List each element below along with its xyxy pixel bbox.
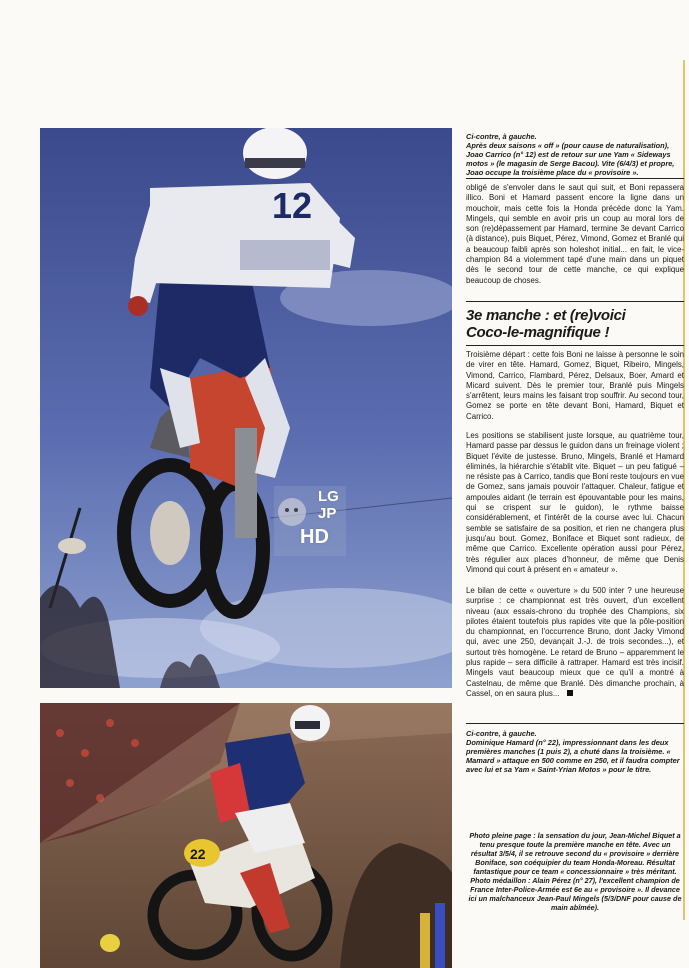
section-heading <box>466 307 684 341</box>
watermark-line-3: HD <box>300 526 329 548</box>
caption-middle-text: Dominique Hamard (n° 22), impressionnant dans les deux premières manches (1 puis 2), a chuté dans la troisième. « Mamard » attaque en 500 comme en 250, et il faudra compter avec lui et sa Yam « Saint-Yrian Motos » pour le titre. <box>466 738 680 775</box>
article-paragraph-2 <box>466 350 684 422</box>
watermark-line-2: JP <box>318 505 337 522</box>
heading-line-2: Coco-le-magnifique ! <box>466 324 610 341</box>
caption-full-page-photo: Photo pleine page : la sensation du jour, Jean-Michel Biquet a tenu presque toute la première manche en tête. Avec un résultat 3/5/4, il se retrouve second du « provisoire » derrière Boniface, son coéquipier du team Honda-Moreau. Résultat fantastique pour ce team « concessionnaire » très méritant. Photo médaillon : Alain Pérez (n° 27), l'excellent champion de France Inter-Police-Armée est 6e au « provisoire ». Il devance ici un malchanceux Jean-Paul Mingels (5/3/DNF pour cause de main abîmée). <box>468 831 682 912</box>
caption-divider-top <box>466 178 684 179</box>
photo-rider-12-jump <box>40 128 452 688</box>
heading-line-1: 3e manche : et (re)voici <box>466 307 626 324</box>
rider-number-12: 12 <box>272 185 313 226</box>
caption-top <box>466 132 684 177</box>
paragraph-1-text: obligé de s'envoler dans le saut qui suit, et Boni repassera illico. Boni et Hamard passent encore la ligne dans un mouchoir, mais cette fois la Honda précède donc la Yam. Mingels, qui semble en avoir pris un coup au moral lors de son (re)dépassement par Hamard, termine 3e devant Carrico (à distance), puis Biquet, Pérez, Vimond, Gomez et Branlé qui a beaucoup faibli après son holeshot initial... en fait, le vice-champion 84 a violemment tapé d'une main dans un piquet dès le second tour de cette manche, ce qui explique beaucoup de choses. <box>466 183 684 285</box>
heading-divider <box>466 301 684 302</box>
article-paragraph-4 <box>466 586 684 699</box>
watermark-line-1: LG <box>318 488 339 505</box>
paragraph-3-text: Les positions se stabilisent juste lorsque, au quatrième tour, Hamard passe par dessus le guidon dans un freinage violent ; Biquet l'évite de justesse. Bruno, Mingels, Branlé et Hamard éliminés, la hiérarchie s'établit vite. Biquet – un peu fatigué – ne résiste pas à Carrico, tandis que Boni reste toujours en vue de Gomez, sans jamais pouvoir l'attaquer. Chaleur, fatigue et ampoules aidant (le terrain est épouvantable pour les mains, qui se crispent sur le guidon), le rythme baisse considérablement, et l'intérêt de la course avec lui. Chacun semble se satisfaire de sa position, et rien ne changera plus jusqu'au bout. Gomez, Boniface et Biquet sont radieux, de même que Carrico. Excellente opération aussi pour Pérez, très régulier aux places d'honneur, de même que Denis Vimond qui court à présent en « amateur ». <box>466 431 684 574</box>
caption-top-text: Après deux saisons « off » (pour cause de naturalisation), Joao Carrico (n° 12) est de retour sur une Yam « Sideways motos » (le magasin de Serge Bacou). Vite (6/4/3) et propre, Joao occupe la troisième place du « provisoire ». <box>466 141 675 178</box>
paragraph-4-text: Le bilan de cette « ouverture » du 500 inter ? une heureuse surprise : ce championnat est très ouvert, d'un excellent niveau (aux essais-chrono du trophée des Champions, six pilotes étaient toutefois plus rapides vite que la pôle-position du championnat, en l'occurrence Bruno, dont Jacky Vimond qui, avec une 250, devançait J.-J. de trois secondes...), et surtout très homogène. Le retard de Bruno – apparemment le plus rapide – sera difficile à rattraper. Hamard est très incisif. Mingels vaut beaucoup mieux que ce qu'il a montré à Castelnau, de même que Branlé. Dès dimanche prochain, à Cassel, on en saura plus... <box>466 586 684 698</box>
article-paragraph-3 <box>466 431 684 575</box>
caption-divider-middle <box>466 723 684 724</box>
photo-rider-22 <box>40 703 452 968</box>
paragraph-2-text: Troisième départ : cette fois Boni ne laisse à personne le soin de virer en tête. Hamard, Gomez, Biquet, Ribeiro, Mingels, Vimond, Carrico, Flambard, Pérez, Delsaux, Boer, Amard et Micard suivent. Dès le premier tour, Branlé puis Mingels s'arrêtent, leurs mains les faisant trop souffrir. Au second tour, Gomez se porte en tête devant Boni, Hamard, Biquet et Carrico. <box>466 350 684 421</box>
article-paragraph-1 <box>466 183 684 286</box>
caption-top-lead: Ci-contre, à gauche. <box>466 132 537 141</box>
caption-middle <box>466 729 684 774</box>
heading-divider-bottom <box>466 345 684 346</box>
rider-number-22: 22 <box>190 846 206 862</box>
end-of-article-mark <box>567 690 573 696</box>
caption-middle-lead: Ci-contre, à gauche. <box>466 729 537 738</box>
